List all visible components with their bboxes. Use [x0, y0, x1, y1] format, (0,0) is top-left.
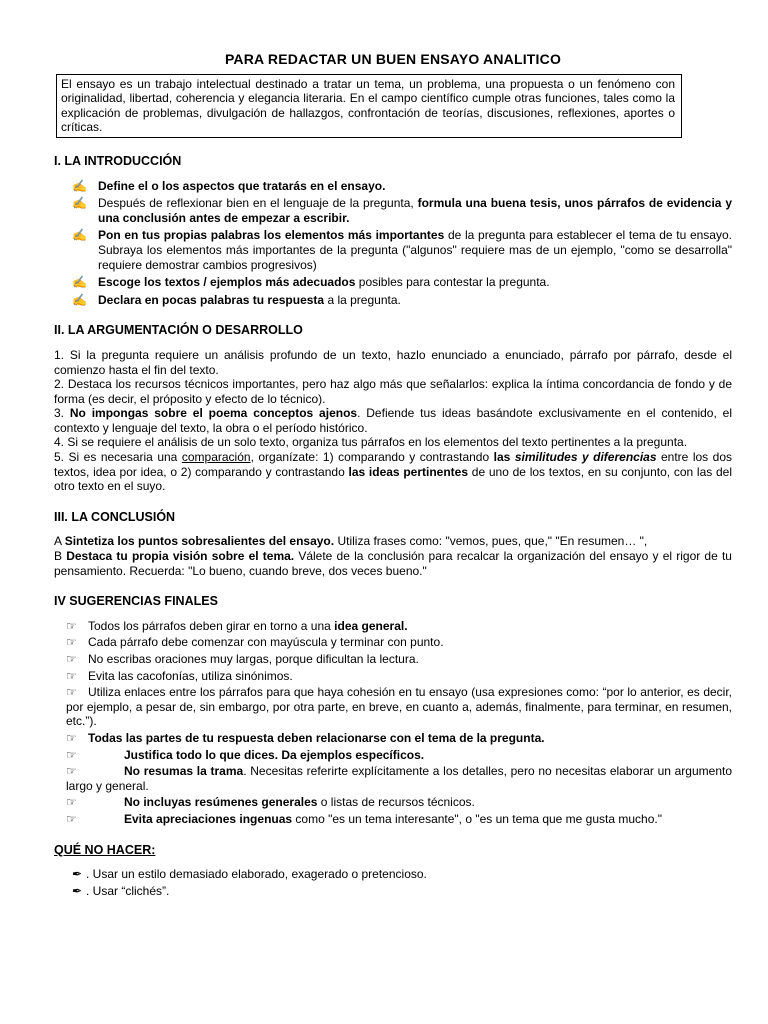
- list-item: [54, 685, 732, 729]
- list-item: [54, 764, 732, 793]
- pointing-hand-icon: ☞: [66, 685, 77, 700]
- item-text: Cada párrafo debe comenzar con mayúscula y terminar con punto.: [88, 635, 444, 650]
- item-bold-text: Declara en pocas palabras tu respuesta: [98, 292, 325, 307]
- list-item: [54, 179, 732, 194]
- item-text: de la pregunta para establecer el tema de tu ensayo. Subraya los elementos más importantes de la pregunta ("algunos" requiere mas de un ejemplo, "como se desarrolla" requiere demostrar cambios progresivos): [98, 228, 732, 272]
- section-heading-argumentacion: II. LA ARGUMENTACIÓN O DESARROLLO: [54, 323, 303, 338]
- pointing-hand-icon: ☞: [66, 764, 77, 779]
- pointing-hand-icon: ☞: [66, 730, 77, 745]
- list-item: [54, 635, 732, 650]
- item-text: Todos los párrafos deben girar en torno a una: [88, 618, 335, 633]
- pen-icon: ✒: [72, 883, 83, 898]
- list-item: [54, 669, 732, 684]
- list-item: [54, 867, 732, 882]
- item-bold-text: idea general.: [334, 618, 408, 633]
- paragraph-bold-text: las ideas pertinentes: [348, 464, 469, 479]
- conclusion-point: [54, 549, 732, 578]
- writing-hand-icon: ✍: [72, 196, 87, 211]
- section-heading-que-no-hacer: QUÉ NO HACER:: [54, 842, 156, 857]
- pointing-hand-icon: ☞: [66, 652, 77, 666]
- numbered-paragraph: [54, 450, 732, 494]
- list-item: [54, 795, 732, 810]
- numbered-paragraph: 2. Destaca los recursos técnicos importantes, pero haz algo más que señalarlos: explica la íntima concordancia de fondo y de forma (es decir, el próposito y efecto de lo técnico).: [54, 377, 732, 406]
- item-text: Utiliza enlaces entre los párrafos para que haya cohesión en tu ensayo (usa expresiones como: “por lo anterior, es decir, por ejemplo, a pesar de, sin embargo, por otra parte, en breve, en cuanto a, además, finalmente, para terminar, en resumen, etc.”).: [66, 685, 732, 729]
- pointing-hand-icon: ☞: [66, 668, 77, 683]
- pointing-hand-icon: ☞: [66, 747, 77, 762]
- item-text: . Usar un estilo demasiado elaborado, exagerado o pretencioso.: [86, 867, 427, 882]
- paragraph-text: entre los dos textos, idea por idea, o 2) comparando y contrastando: [54, 450, 733, 479]
- numbered-paragraph: [54, 406, 732, 435]
- section-heading-sugerencias: IV SUGERENCIAS FINALES: [54, 594, 218, 609]
- list-item: [54, 293, 732, 308]
- document-title: PARA REDACTAR UN BUEN ENSAYO ANALITICO: [224, 51, 562, 67]
- paragraph-bold-text: No impongas sobre el poema conceptos ajenos: [69, 406, 358, 421]
- item-bold-text: No resumas la trama: [124, 764, 244, 779]
- section-heading-conclusion: III. LA CONCLUSIÓN: [54, 509, 176, 524]
- item-bold-text: Pon en tus propias palabras los elementos más importantes: [98, 228, 445, 243]
- item-text: Después de reflexionar bien en el lenguaje de la pregunta,: [98, 196, 418, 211]
- writing-hand-icon: ✍: [72, 228, 87, 243]
- underlined-word: comparación: [181, 450, 251, 465]
- paragraph-bold-text: las: [493, 450, 515, 465]
- list-item: [54, 652, 732, 667]
- list-item: [54, 731, 732, 746]
- point-letter: B: [54, 549, 67, 564]
- section-heading-introduccion: I. LA INTRODUCCIÓN: [54, 153, 182, 168]
- item-text: No escribas oraciones muy largas, porque dificultan la lectura.: [88, 652, 419, 666]
- item-text: . Necesitas referirte explícitamente a los detalles, pero no necesitas elaborar un argumento largo y general.: [66, 764, 733, 793]
- item-bold-text: Define el o los aspectos que tratarás en el ensayo.: [98, 178, 386, 193]
- item-bold-text: Justifica todo lo que dices. Da ejemplos específicos.: [124, 747, 425, 762]
- paragraph-number: 3.: [54, 406, 70, 421]
- intro-box: El ensayo es un trabajo intelectual destinado a tratar un tema, un problema, una propuesta o un fenómeno con originalidad, libertad, coherencia y elegancia literaria. En el campo científico cumple otras funciones, tales como la explicación de problemas, divulgación de hallazgos, confrontación de teorías, discusiones, reflexiones, aportes o críticas.: [56, 74, 682, 138]
- writing-hand-icon: ✍: [72, 178, 87, 193]
- item-bold-text: Escoge los textos / ejemplos más adecuados: [98, 275, 356, 290]
- paragraph-text: , organízate: 1) comparando y contrastando: [250, 450, 494, 465]
- numbered-paragraph: 1. Si la pregunta requiere un análisis profundo de un texto, hazlo enunciado a enunciado, párrafo por párrafo, desde el comienzo hasta el fin del texto.: [54, 347, 732, 377]
- writing-hand-icon: ✍: [72, 292, 87, 307]
- paragraph-text: 5. Si es necesaria una: [54, 450, 182, 465]
- point-bold-text: Destaca tu propia visión sobre el tema.: [66, 549, 295, 564]
- list-item: [54, 196, 732, 225]
- pointing-hand-icon: ☞: [66, 811, 77, 826]
- item-text: a la pregunta.: [324, 292, 401, 307]
- paragraph-bold-italic-text: similitudes y diferencias: [514, 450, 657, 465]
- conclusion-point: [54, 534, 732, 549]
- list-item: [54, 748, 732, 763]
- point-text: Utiliza frases como: "vemos, pues, que," "En resumen… ",: [334, 534, 648, 549]
- item-bold-text: formula una buena tesis, unos párrafos de evidencia y una conclusión antes de empezar a escribir.: [98, 196, 732, 225]
- item-text: o listas de recursos técnicos.: [317, 795, 475, 810]
- item-text: posibles para contestar la pregunta.: [355, 275, 550, 290]
- item-text: Evita las cacofonías, utiliza sinónimos.: [88, 668, 293, 683]
- pointing-hand-icon: ☞: [66, 635, 77, 650]
- point-bold-text: Sintetiza los puntos sobresalientes del ensayo.: [64, 534, 335, 549]
- item-bold-text: Todas las partes de tu respuesta deben relacionarse con el tema de la pregunta.: [88, 730, 545, 745]
- list-item: [54, 812, 732, 827]
- paragraph-text: . Defiende tus ideas basándote exclusivamente en el contenido, el contexto y lenguaje del texto, la obra o el período histórico.: [54, 406, 733, 435]
- list-item: [54, 884, 732, 899]
- pen-icon: ✒: [72, 867, 83, 882]
- writing-hand-icon: ✍: [72, 275, 87, 290]
- pointing-hand-icon: ☞: [66, 618, 77, 633]
- list-item: [54, 619, 732, 634]
- item-text: como "es un tema interesante", o "es un tema que me gusta mucho.": [292, 811, 662, 826]
- list-item: [54, 228, 732, 272]
- item-text: . Usar “clichés”.: [86, 883, 170, 898]
- list-item: [54, 275, 732, 290]
- pointing-hand-icon: ☞: [66, 795, 77, 810]
- item-bold-text: Evita apreciaciones ingenuas: [124, 811, 293, 826]
- point-letter: A: [54, 534, 65, 549]
- paragraph-text: de uno de los textos, en su conjunto, con las del otro texto en el suyo.: [54, 464, 732, 494]
- item-bold-text: No incluyas resúmenes generales: [124, 795, 318, 810]
- point-text: Válete de la conclusión para recalcar la organización del ensayo y el rigor de tu pensamiento. Recuerda: "Lo bueno, cuando breve, dos veces bueno.": [54, 549, 732, 578]
- numbered-paragraph: 4. Si se requiere el análisis de un solo texto, organiza tus párrafos en los elementos del texto pertinentes a la pregunta.: [54, 435, 688, 450]
- document-page: [54, 52, 732, 900]
